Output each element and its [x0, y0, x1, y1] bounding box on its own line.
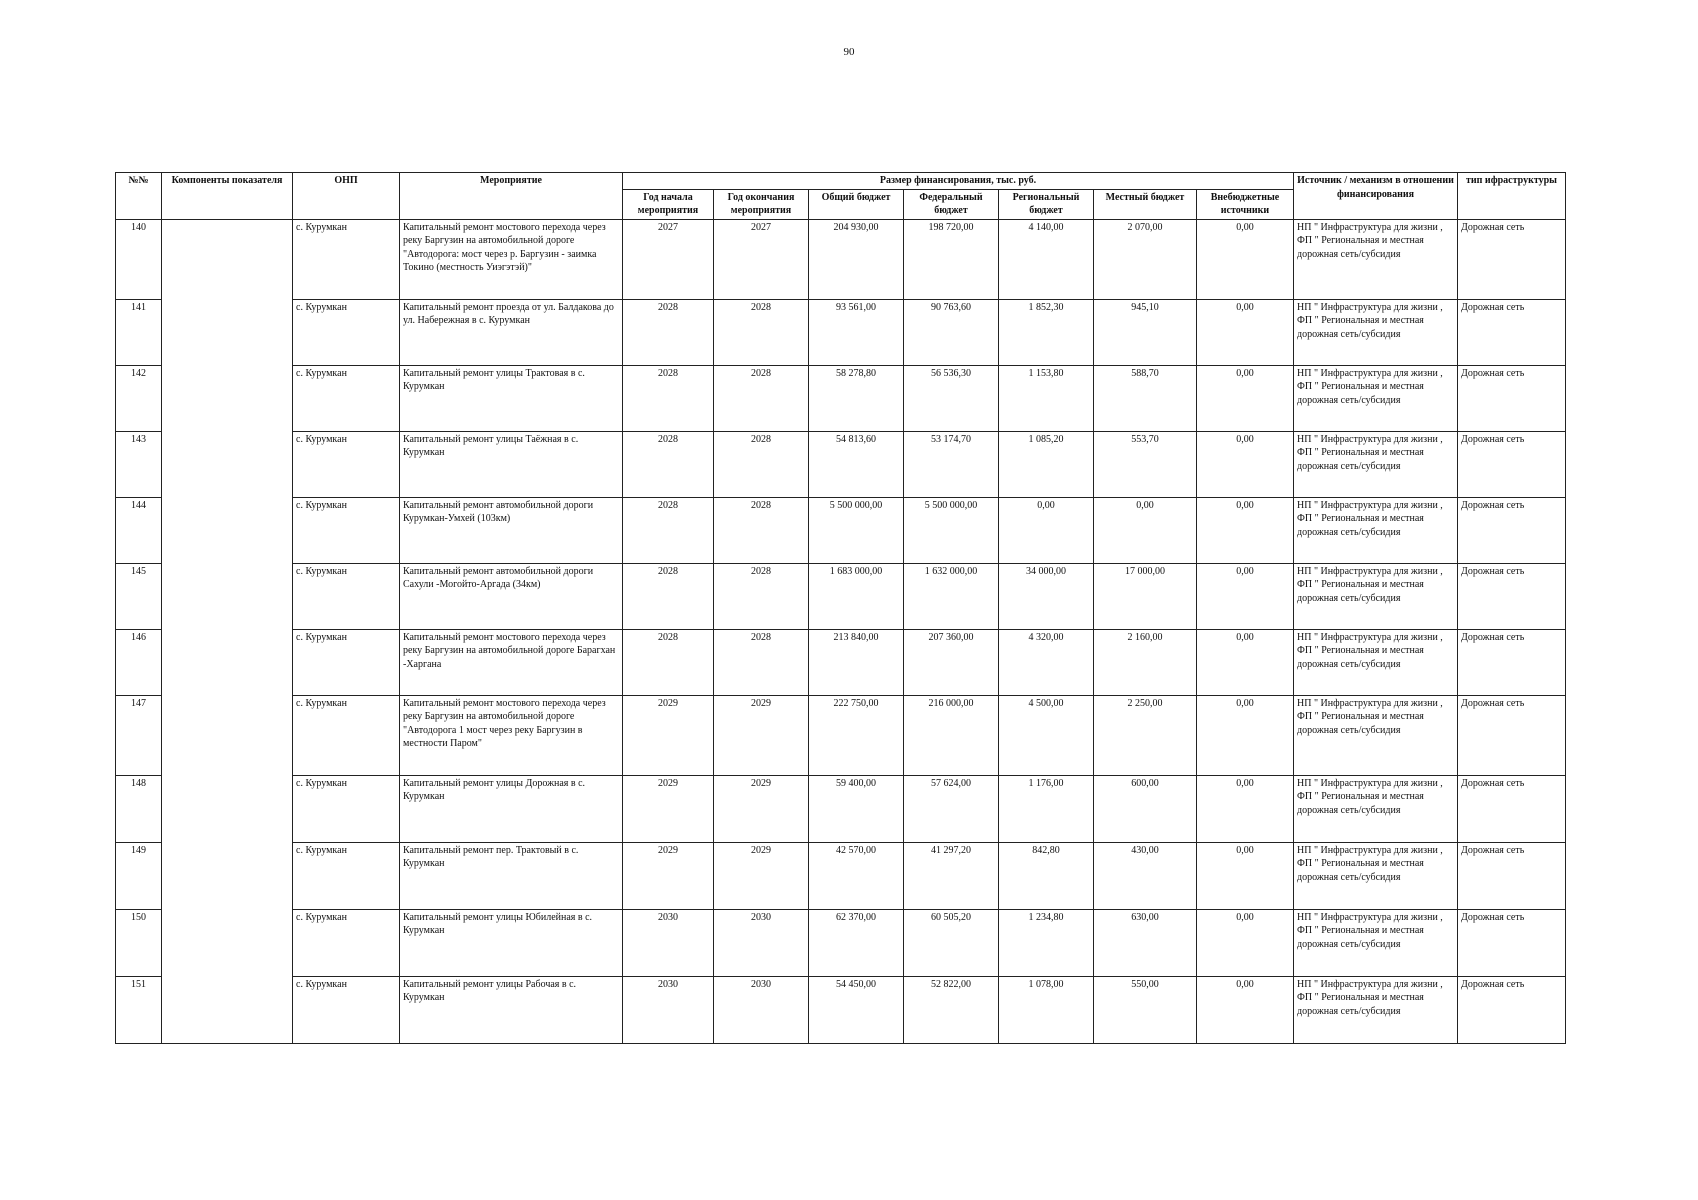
cell-federal: 216 000,00	[904, 695, 999, 775]
cell-infra-type: Дорожная сеть	[1458, 563, 1566, 629]
cell-infra-type: Дорожная сеть	[1458, 842, 1566, 909]
cell-year-start: 2028	[623, 563, 714, 629]
cell-year-end: 2028	[714, 629, 809, 695]
cell-regional: 4 320,00	[999, 629, 1094, 695]
cell-source: НП " Инфраструктура для жизни , ФП " Региональная и местная дорожная сеть/субсидия	[1294, 695, 1458, 775]
cell-event: Капитальный ремонт мостового перехода через реку Баргузин на автомобильной дороге Барагхан -Харгана	[400, 629, 623, 695]
cell-onp: с. Курумкан	[293, 695, 400, 775]
cell-year-end: 2028	[714, 497, 809, 563]
cell-total: 59 400,00	[809, 775, 904, 842]
cell-components	[162, 909, 293, 976]
cell-num: 148	[116, 775, 162, 842]
cell-year-start: 2028	[623, 629, 714, 695]
cell-regional: 1 852,30	[999, 299, 1094, 365]
cell-total: 93 561,00	[809, 299, 904, 365]
cell-year-start: 2030	[623, 976, 714, 1043]
header-year-end: Год окончания мероприятия	[714, 189, 809, 219]
cell-federal: 60 505,20	[904, 909, 999, 976]
cell-total: 5 500 000,00	[809, 497, 904, 563]
cell-infra-type: Дорожная сеть	[1458, 976, 1566, 1043]
cell-total: 1 683 000,00	[809, 563, 904, 629]
cell-event: Капитальный ремонт проезда от ул. Балдакова до ул. Набережная в с. Курумкан	[400, 299, 623, 365]
cell-year-end: 2029	[714, 695, 809, 775]
header-year-start: Год начала мероприятия	[623, 189, 714, 219]
table-row	[116, 695, 1566, 775]
header-onp: ОНП	[293, 173, 400, 220]
cell-components	[162, 365, 293, 431]
cell-components	[162, 695, 293, 775]
cell-year-start: 2029	[623, 842, 714, 909]
cell-local: 553,70	[1094, 431, 1197, 497]
cell-total: 54 450,00	[809, 976, 904, 1043]
cell-local: 0,00	[1094, 497, 1197, 563]
cell-local: 630,00	[1094, 909, 1197, 976]
cell-regional: 4 140,00	[999, 219, 1094, 299]
cell-local: 430,00	[1094, 842, 1197, 909]
cell-event: Капитальный ремонт улицы Трактовая в с. Курумкан	[400, 365, 623, 431]
table-row	[116, 842, 1566, 909]
cell-num: 144	[116, 497, 162, 563]
header-total: Общий бюджет	[809, 189, 904, 219]
cell-extrabudget: 0,00	[1197, 629, 1294, 695]
cell-local: 2 070,00	[1094, 219, 1197, 299]
header-extrabudget: Внебюджетные источники	[1197, 189, 1294, 219]
cell-regional: 34 000,00	[999, 563, 1094, 629]
cell-total: 222 750,00	[809, 695, 904, 775]
cell-source: НП " Инфраструктура для жизни , ФП " Региональная и местная дорожная сеть/субсидия	[1294, 431, 1458, 497]
cell-extrabudget: 0,00	[1197, 775, 1294, 842]
cell-year-end: 2029	[714, 775, 809, 842]
cell-source: НП " Инфраструктура для жизни , ФП " Региональная и местная дорожная сеть/субсидия	[1294, 563, 1458, 629]
cell-federal: 53 174,70	[904, 431, 999, 497]
cell-num: 140	[116, 219, 162, 299]
financing-table	[115, 172, 1566, 1044]
cell-num: 143	[116, 431, 162, 497]
cell-event: Капитальный ремонт улицы Рабочая в с. Курумкан	[400, 976, 623, 1043]
cell-source: НП " Инфраструктура для жизни , ФП " Региональная и местная дорожная сеть/субсидия	[1294, 365, 1458, 431]
cell-onp: с. Курумкан	[293, 976, 400, 1043]
page-number: 90	[843, 46, 855, 58]
cell-extrabudget: 0,00	[1197, 431, 1294, 497]
cell-year-start: 2027	[623, 219, 714, 299]
cell-num: 145	[116, 563, 162, 629]
cell-components	[162, 629, 293, 695]
header-event: Мероприятие	[400, 173, 623, 220]
cell-year-start: 2029	[623, 695, 714, 775]
cell-year-end: 2030	[714, 909, 809, 976]
cell-onp: с. Курумкан	[293, 431, 400, 497]
cell-federal: 198 720,00	[904, 219, 999, 299]
header-num: №№	[116, 173, 162, 220]
cell-regional: 1 078,00	[999, 976, 1094, 1043]
cell-year-end: 2028	[714, 431, 809, 497]
cell-regional: 842,80	[999, 842, 1094, 909]
cell-extrabudget: 0,00	[1197, 909, 1294, 976]
cell-event: Капитальный ремонт автомобильной дороги Курумкан-Умхей (103км)	[400, 497, 623, 563]
cell-local: 600,00	[1094, 775, 1197, 842]
cell-source: НП " Инфраструктура для жизни , ФП " Региональная и местная дорожная сеть/субсидия	[1294, 842, 1458, 909]
cell-year-end: 2029	[714, 842, 809, 909]
cell-extrabudget: 0,00	[1197, 299, 1294, 365]
table-row	[116, 365, 1566, 431]
cell-regional: 1 234,80	[999, 909, 1094, 976]
cell-num: 141	[116, 299, 162, 365]
cell-event: Капитальный ремонт улицы Юбилейная в с. Курумкан	[400, 909, 623, 976]
cell-federal: 52 822,00	[904, 976, 999, 1043]
table-row	[116, 629, 1566, 695]
header-financing-group: Размер финансирования, тыс. руб.	[623, 173, 1294, 190]
cell-components	[162, 842, 293, 909]
cell-onp: с. Курумкан	[293, 909, 400, 976]
cell-source: НП " Инфраструктура для жизни , ФП " Региональная и местная дорожная сеть/субсидия	[1294, 909, 1458, 976]
cell-onp: с. Курумкан	[293, 563, 400, 629]
cell-federal: 41 297,20	[904, 842, 999, 909]
table-row	[116, 563, 1566, 629]
header-infra-type: тип ифраструктуры	[1458, 173, 1566, 220]
cell-year-end: 2028	[714, 563, 809, 629]
cell-onp: с. Курумкан	[293, 775, 400, 842]
cell-year-start: 2029	[623, 775, 714, 842]
cell-source: НП " Инфраструктура для жизни , ФП " Региональная и местная дорожная сеть/субсидия	[1294, 775, 1458, 842]
cell-year-start: 2028	[623, 299, 714, 365]
cell-federal: 5 500 000,00	[904, 497, 999, 563]
header-local: Местный бюджет	[1094, 189, 1197, 219]
cell-num: 147	[116, 695, 162, 775]
cell-infra-type: Дорожная сеть	[1458, 219, 1566, 299]
cell-infra-type: Дорожная сеть	[1458, 431, 1566, 497]
table-row	[116, 976, 1566, 1043]
cell-components	[162, 976, 293, 1043]
cell-total: 213 840,00	[809, 629, 904, 695]
cell-year-end: 2030	[714, 976, 809, 1043]
cell-event: Капитальный ремонт автомобильной дороги Сахули -Могойто-Аргада (34км)	[400, 563, 623, 629]
cell-event: Капитальный ремонт мостового перехода через реку Баргузин на автомобильной дороге "Автодорога: мост через р. Баргузин - заимка Токино (местность Уиэгэтэй)"	[400, 219, 623, 299]
cell-regional: 4 500,00	[999, 695, 1094, 775]
cell-federal: 56 536,30	[904, 365, 999, 431]
cell-onp: с. Курумкан	[293, 629, 400, 695]
cell-source: НП " Инфраструктура для жизни , ФП " Региональная и местная дорожная сеть/субсидия	[1294, 299, 1458, 365]
cell-num: 149	[116, 842, 162, 909]
cell-extrabudget: 0,00	[1197, 365, 1294, 431]
cell-components	[162, 497, 293, 563]
cell-federal: 207 360,00	[904, 629, 999, 695]
cell-extrabudget: 0,00	[1197, 695, 1294, 775]
table-row	[116, 497, 1566, 563]
cell-num: 142	[116, 365, 162, 431]
cell-source: НП " Инфраструктура для жизни , ФП " Региональная и местная дорожная сеть/субсидия	[1294, 497, 1458, 563]
cell-year-end: 2027	[714, 219, 809, 299]
cell-regional: 1 085,20	[999, 431, 1094, 497]
cell-num: 150	[116, 909, 162, 976]
cell-local: 2 250,00	[1094, 695, 1197, 775]
header-federal: Федеральный бюджет	[904, 189, 999, 219]
cell-infra-type: Дорожная сеть	[1458, 909, 1566, 976]
cell-extrabudget: 0,00	[1197, 842, 1294, 909]
cell-infra-type: Дорожная сеть	[1458, 299, 1566, 365]
cell-components	[162, 431, 293, 497]
cell-year-start: 2030	[623, 909, 714, 976]
table-body	[116, 219, 1566, 1043]
cell-local: 2 160,00	[1094, 629, 1197, 695]
cell-infra-type: Дорожная сеть	[1458, 775, 1566, 842]
cell-event: Капитальный ремонт улицы Дорожная в с. Курумкан	[400, 775, 623, 842]
header-row-1	[116, 173, 1566, 190]
cell-total: 58 278,80	[809, 365, 904, 431]
cell-source: НП " Инфраструктура для жизни , ФП " Региональная и местная дорожная сеть/субсидия	[1294, 976, 1458, 1043]
cell-year-start: 2028	[623, 497, 714, 563]
table-row	[116, 219, 1566, 299]
cell-regional: 1 153,80	[999, 365, 1094, 431]
cell-local: 945,10	[1094, 299, 1197, 365]
table-row	[116, 431, 1566, 497]
header-components: Компоненты показателя	[162, 173, 293, 220]
cell-onp: с. Курумкан	[293, 299, 400, 365]
cell-event: Капитальный ремонт мостового перехода через реку Баргузин на автомобильной дороге "Автодорога 1 мост через реку Баргузин в местности Паром"	[400, 695, 623, 775]
cell-extrabudget: 0,00	[1197, 976, 1294, 1043]
cell-total: 62 370,00	[809, 909, 904, 976]
cell-local: 550,00	[1094, 976, 1197, 1043]
cell-federal: 90 763,60	[904, 299, 999, 365]
cell-extrabudget: 0,00	[1197, 497, 1294, 563]
header-source: Источник / механизм в отношении финансирования	[1294, 173, 1458, 220]
cell-event: Капитальный ремонт улицы Таёжная в с. Курумкан	[400, 431, 623, 497]
cell-components	[162, 563, 293, 629]
cell-regional: 1 176,00	[999, 775, 1094, 842]
cell-onp: с. Курумкан	[293, 842, 400, 909]
cell-year-start: 2028	[623, 365, 714, 431]
cell-source: НП " Инфраструктура для жизни , ФП " Региональная и местная дорожная сеть/субсидия	[1294, 629, 1458, 695]
cell-federal: 1 632 000,00	[904, 563, 999, 629]
cell-infra-type: Дорожная сеть	[1458, 365, 1566, 431]
table-row	[116, 299, 1566, 365]
cell-num: 151	[116, 976, 162, 1043]
cell-year-end: 2028	[714, 299, 809, 365]
header-regional: Региональный бюджет	[999, 189, 1094, 219]
cell-components	[162, 219, 293, 299]
cell-total: 42 570,00	[809, 842, 904, 909]
cell-year-end: 2028	[714, 365, 809, 431]
cell-onp: с. Курумкан	[293, 219, 400, 299]
table-row	[116, 909, 1566, 976]
cell-federal: 57 624,00	[904, 775, 999, 842]
cell-extrabudget: 0,00	[1197, 219, 1294, 299]
cell-extrabudget: 0,00	[1197, 563, 1294, 629]
cell-onp: с. Курумкан	[293, 497, 400, 563]
cell-local: 17 000,00	[1094, 563, 1197, 629]
cell-year-start: 2028	[623, 431, 714, 497]
cell-components	[162, 775, 293, 842]
cell-total: 204 930,00	[809, 219, 904, 299]
cell-source: НП " Инфраструктура для жизни , ФП " Региональная и местная дорожная сеть/субсидия	[1294, 219, 1458, 299]
cell-event: Капитальный ремонт пер. Трактовый в с. Курумкан	[400, 842, 623, 909]
cell-infra-type: Дорожная сеть	[1458, 695, 1566, 775]
cell-total: 54 813,60	[809, 431, 904, 497]
table-header	[116, 173, 1566, 220]
cell-local: 588,70	[1094, 365, 1197, 431]
cell-infra-type: Дорожная сеть	[1458, 629, 1566, 695]
cell-components	[162, 299, 293, 365]
cell-infra-type: Дорожная сеть	[1458, 497, 1566, 563]
cell-onp: с. Курумкан	[293, 365, 400, 431]
cell-num: 146	[116, 629, 162, 695]
cell-regional: 0,00	[999, 497, 1094, 563]
table-row	[116, 775, 1566, 842]
